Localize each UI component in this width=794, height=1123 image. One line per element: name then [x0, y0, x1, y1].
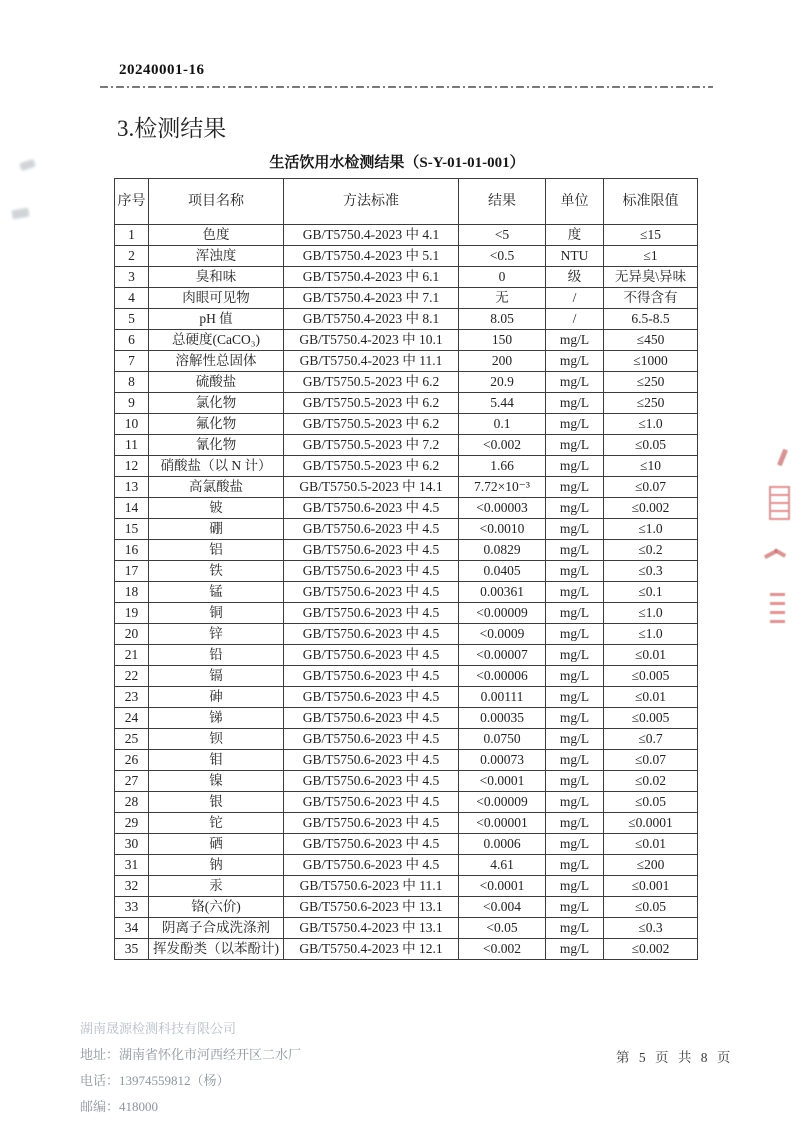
table-cell: mg/L	[546, 708, 604, 729]
table-cell: 14	[115, 498, 149, 519]
table-title: 生活饮用水检测结果（S-Y-01-01-001）	[269, 155, 525, 171]
table-cell: ≤250	[604, 393, 698, 414]
table-cell: 铁	[149, 561, 284, 582]
table-cell: <0.00001	[459, 813, 546, 834]
table-cell: 24	[115, 708, 149, 729]
table-cell: 34	[115, 918, 149, 939]
table-cell: <0.00009	[459, 792, 546, 813]
column-header: 项目名称	[149, 179, 284, 225]
red-stamp-fragment	[774, 548, 786, 557]
table-cell: 7	[115, 351, 149, 372]
table-cell: mg/L	[546, 603, 604, 624]
table-row	[115, 750, 698, 771]
table-cell: 无异臭\异味	[604, 267, 698, 288]
table-cell: mg/L	[546, 645, 604, 666]
table-cell: mg/L	[546, 750, 604, 771]
table-row	[115, 225, 698, 246]
table-cell: 20.9	[459, 372, 546, 393]
table-cell: 硒	[149, 834, 284, 855]
table-cell: 22	[115, 666, 149, 687]
table-cell: /	[546, 309, 604, 330]
table-cell: 18	[115, 582, 149, 603]
table-cell: mg/L	[546, 477, 604, 498]
table-cell: GB/T5750.6-2023 中 4.5	[284, 645, 459, 666]
table-cell: 5.44	[459, 393, 546, 414]
table-cell: ≤1.0	[604, 414, 698, 435]
table-row	[115, 792, 698, 813]
table-cell: GB/T5750.6-2023 中 4.5	[284, 561, 459, 582]
table-row	[115, 477, 698, 498]
table-cell: mg/L	[546, 918, 604, 939]
table-cell: 铝	[149, 540, 284, 561]
table-cell: ≤0.3	[604, 918, 698, 939]
red-stamp-fragment	[777, 449, 788, 467]
table-cell: 29	[115, 813, 149, 834]
table-cell: mg/L	[546, 624, 604, 645]
report-number: 20240001-16	[119, 62, 205, 78]
table-cell: ≤0.07	[604, 477, 698, 498]
table-row	[115, 267, 698, 288]
table-row	[115, 435, 698, 456]
table-cell: mg/L	[546, 939, 604, 960]
scan-smudge	[11, 208, 29, 220]
table-cell: ≤200	[604, 855, 698, 876]
table-row	[115, 645, 698, 666]
footer-contact-block	[80, 1016, 301, 1120]
table-cell: mg/L	[546, 330, 604, 351]
table-cell: 8	[115, 372, 149, 393]
table-cell: 锰	[149, 582, 284, 603]
table-cell: mg/L	[546, 813, 604, 834]
table-cell: mg/L	[546, 771, 604, 792]
table-row	[115, 939, 698, 960]
table-cell: ≤0.05	[604, 897, 698, 918]
table-cell: 4.61	[459, 855, 546, 876]
table-cell: mg/L	[546, 792, 604, 813]
table-cell: 3	[115, 267, 149, 288]
table-row	[115, 918, 698, 939]
table-cell: GB/T5750.4-2023 中 10.1	[284, 330, 459, 351]
table-cell: 7.72×10⁻³	[459, 477, 546, 498]
footer-postcode: 邮编：418000	[80, 1099, 159, 1114]
table-cell: ≤0.1	[604, 582, 698, 603]
table-cell: 银	[149, 792, 284, 813]
table-cell: 6.5-8.5	[604, 309, 698, 330]
table-cell: mg/L	[546, 519, 604, 540]
table-cell: mg/L	[546, 435, 604, 456]
table-cell: GB/T5750.6-2023 中 4.5	[284, 540, 459, 561]
table-cell: <0.00009	[459, 603, 546, 624]
results-table-body	[115, 225, 698, 960]
table-cell: 4	[115, 288, 149, 309]
table-cell: GB/T5750.6-2023 中 11.1	[284, 876, 459, 897]
table-cell: 阴离子合成洗涤剂	[149, 918, 284, 939]
table-cell: GB/T5750.6-2023 中 4.5	[284, 834, 459, 855]
table-cell: ≤1.0	[604, 603, 698, 624]
table-row	[115, 561, 698, 582]
table-cell: 高氯酸盐	[149, 477, 284, 498]
table-cell: mg/L	[546, 351, 604, 372]
table-row	[115, 876, 698, 897]
table-cell: 肉眼可见物	[149, 288, 284, 309]
column-header: 方法标准	[284, 179, 459, 225]
table-cell: 16	[115, 540, 149, 561]
red-stamp-fragment	[770, 593, 785, 629]
table-cell: 15	[115, 519, 149, 540]
footer-address: 地址：湖南省怀化市河西经开区二水厂	[80, 1047, 302, 1062]
table-cell: ≤10	[604, 456, 698, 477]
table-cell: 30	[115, 834, 149, 855]
table-row	[115, 603, 698, 624]
results-table	[114, 178, 698, 960]
table-row	[115, 540, 698, 561]
column-header: 单位	[546, 179, 604, 225]
table-cell: mg/L	[546, 876, 604, 897]
footer-phone: 电话：13974559812（杨）	[80, 1073, 230, 1088]
table-row	[115, 897, 698, 918]
table-cell: 11	[115, 435, 149, 456]
table-cell: GB/T5750.5-2023 中 6.2	[284, 456, 459, 477]
table-cell: 5	[115, 309, 149, 330]
table-cell: ≤1000	[604, 351, 698, 372]
table-cell: 0.0006	[459, 834, 546, 855]
table-header-row	[115, 179, 698, 225]
section-title: 3.检测结果	[117, 116, 227, 141]
table-cell: GB/T5750.6-2023 中 4.5	[284, 603, 459, 624]
table-cell: 0.0750	[459, 729, 546, 750]
table-cell: <0.05	[459, 918, 546, 939]
table-cell: 17	[115, 561, 149, 582]
table-cell: 19	[115, 603, 149, 624]
table-cell: 2	[115, 246, 149, 267]
table-cell: GB/T5750.6-2023 中 4.5	[284, 666, 459, 687]
table-cell: 汞	[149, 876, 284, 897]
table-cell: ≤0.01	[604, 645, 698, 666]
table-cell: GB/T5750.4-2023 中 8.1	[284, 309, 459, 330]
table-cell: 28	[115, 792, 149, 813]
table-cell: <0.0001	[459, 876, 546, 897]
table-row	[115, 456, 698, 477]
table-cell: 铜	[149, 603, 284, 624]
table-cell: 20	[115, 624, 149, 645]
table-cell: ≤0.01	[604, 834, 698, 855]
table-cell: ≤0.05	[604, 792, 698, 813]
page-number: 第 5 页 共 8 页	[616, 1050, 734, 1065]
table-cell: <0.0010	[459, 519, 546, 540]
column-header: 标准限值	[604, 179, 698, 225]
table-row	[115, 687, 698, 708]
table-cell: mg/L	[546, 855, 604, 876]
table-cell: GB/T5750.6-2023 中 4.5	[284, 750, 459, 771]
table-cell: ≤1	[604, 246, 698, 267]
table-cell: 色度	[149, 225, 284, 246]
table-cell: 钼	[149, 750, 284, 771]
table-row	[115, 309, 698, 330]
table-cell: 35	[115, 939, 149, 960]
table-cell: mg/L	[546, 372, 604, 393]
table-cell: GB/T5750.5-2023 中 6.2	[284, 393, 459, 414]
table-cell: mg/L	[546, 687, 604, 708]
table-cell: GB/T5750.4-2023 中 13.1	[284, 918, 459, 939]
table-cell: ≤0.05	[604, 435, 698, 456]
table-cell: ≤0.0001	[604, 813, 698, 834]
table-cell: <0.00003	[459, 498, 546, 519]
table-cell: GB/T5750.6-2023 中 4.5	[284, 687, 459, 708]
table-cell: 铅	[149, 645, 284, 666]
table-cell: 度	[546, 225, 604, 246]
table-cell: 硼	[149, 519, 284, 540]
column-header: 序号	[115, 179, 149, 225]
table-cell: ≤250	[604, 372, 698, 393]
table-cell: ≤1.0	[604, 519, 698, 540]
table-cell: mg/L	[546, 456, 604, 477]
table-cell: <0.5	[459, 246, 546, 267]
table-cell: 总硬度(CaCO₃)	[149, 330, 284, 351]
table-cell: 32	[115, 876, 149, 897]
table-cell: mg/L	[546, 666, 604, 687]
table-cell: 钡	[149, 729, 284, 750]
table-cell: GB/T5750.6-2023 中 4.5	[284, 624, 459, 645]
table-cell: GB/T5750.6-2023 中 4.5	[284, 792, 459, 813]
table-cell: ≤0.07	[604, 750, 698, 771]
table-cell: <0.002	[459, 435, 546, 456]
table-cell: 镉	[149, 666, 284, 687]
header-divider	[100, 86, 713, 88]
table-row	[115, 729, 698, 750]
table-row	[115, 498, 698, 519]
table-cell: 6	[115, 330, 149, 351]
table-cell: GB/T5750.6-2023 中 4.5	[284, 771, 459, 792]
table-cell: 1.66	[459, 456, 546, 477]
table-cell: ≤0.3	[604, 561, 698, 582]
table-cell: 铬(六价)	[149, 897, 284, 918]
table-row	[115, 393, 698, 414]
table-cell: 氟化物	[149, 414, 284, 435]
table-cell: ≤0.2	[604, 540, 698, 561]
table-cell: 砷	[149, 687, 284, 708]
table-cell: ≤0.001	[604, 876, 698, 897]
table-cell: GB/T5750.5-2023 中 14.1	[284, 477, 459, 498]
table-cell: 无	[459, 288, 546, 309]
table-cell: 氯化物	[149, 393, 284, 414]
table-row	[115, 813, 698, 834]
table-cell: mg/L	[546, 729, 604, 750]
table-cell: 31	[115, 855, 149, 876]
table-cell: 21	[115, 645, 149, 666]
table-cell: GB/T5750.6-2023 中 13.1	[284, 897, 459, 918]
table-row	[115, 519, 698, 540]
table-cell: mg/L	[546, 561, 604, 582]
table-cell: 不得含有	[604, 288, 698, 309]
table-cell: <0.004	[459, 897, 546, 918]
table-row	[115, 771, 698, 792]
table-cell: <0.00007	[459, 645, 546, 666]
table-cell: 150	[459, 330, 546, 351]
table-cell: mg/L	[546, 897, 604, 918]
table-cell: NTU	[546, 246, 604, 267]
table-cell: 锑	[149, 708, 284, 729]
table-row	[115, 834, 698, 855]
table-row	[115, 330, 698, 351]
table-cell: GB/T5750.6-2023 中 4.5	[284, 498, 459, 519]
table-cell: 锌	[149, 624, 284, 645]
table-cell: ≤0.002	[604, 498, 698, 519]
table-cell: mg/L	[546, 414, 604, 435]
table-cell: 0.0829	[459, 540, 546, 561]
table-cell: 硫酸盐	[149, 372, 284, 393]
table-cell: mg/L	[546, 393, 604, 414]
table-cell: 铊	[149, 813, 284, 834]
table-cell: ≤0.7	[604, 729, 698, 750]
table-cell: 13	[115, 477, 149, 498]
table-cell: <0.0001	[459, 771, 546, 792]
table-cell: 0.0405	[459, 561, 546, 582]
table-cell: ≤0.005	[604, 708, 698, 729]
table-cell: mg/L	[546, 582, 604, 603]
table-row	[115, 414, 698, 435]
table-cell: GB/T5750.6-2023 中 4.5	[284, 582, 459, 603]
table-cell: 9	[115, 393, 149, 414]
table-cell: <0.00006	[459, 666, 546, 687]
table-cell: GB/T5750.6-2023 中 4.5	[284, 519, 459, 540]
table-cell: 26	[115, 750, 149, 771]
table-cell: 8.05	[459, 309, 546, 330]
table-cell: <0.002	[459, 939, 546, 960]
table-cell: /	[546, 288, 604, 309]
table-row	[115, 246, 698, 267]
table-cell: <5	[459, 225, 546, 246]
table-cell: ≤0.005	[604, 666, 698, 687]
table-cell: 23	[115, 687, 149, 708]
table-cell: 27	[115, 771, 149, 792]
table-cell: 0.00361	[459, 582, 546, 603]
table-cell: 硝酸盐（以 N 计）	[149, 456, 284, 477]
red-stamp-fragment	[769, 486, 790, 520]
table-row	[115, 855, 698, 876]
table-cell: 0	[459, 267, 546, 288]
table-cell: GB/T5750.4-2023 中 4.1	[284, 225, 459, 246]
table-row	[115, 624, 698, 645]
table-cell: 12	[115, 456, 149, 477]
table-cell: ≤450	[604, 330, 698, 351]
table-cell: mg/L	[546, 540, 604, 561]
table-cell: 0.1	[459, 414, 546, 435]
table-cell: 铍	[149, 498, 284, 519]
table-cell: mg/L	[546, 834, 604, 855]
table-cell: 氰化物	[149, 435, 284, 456]
table-cell: GB/T5750.6-2023 中 4.5	[284, 855, 459, 876]
table-cell: GB/T5750.4-2023 中 7.1	[284, 288, 459, 309]
table-cell: mg/L	[546, 498, 604, 519]
table-cell: ≤15	[604, 225, 698, 246]
table-cell: GB/T5750.4-2023 中 11.1	[284, 351, 459, 372]
table-cell: 0.00111	[459, 687, 546, 708]
table-row	[115, 372, 698, 393]
table-cell: pH 值	[149, 309, 284, 330]
table-cell: 臭和味	[149, 267, 284, 288]
table-cell: 级	[546, 267, 604, 288]
table-row	[115, 351, 698, 372]
table-cell: GB/T5750.6-2023 中 4.5	[284, 708, 459, 729]
table-cell: <0.0009	[459, 624, 546, 645]
table-cell: 溶解性总固体	[149, 351, 284, 372]
table-cell: 200	[459, 351, 546, 372]
table-cell: 25	[115, 729, 149, 750]
table-cell: GB/T5750.4-2023 中 12.1	[284, 939, 459, 960]
table-row	[115, 582, 698, 603]
table-cell: 10	[115, 414, 149, 435]
table-row	[115, 708, 698, 729]
table-cell: 1	[115, 225, 149, 246]
footer-company: 湖南晟源检测科技有限公司	[80, 1021, 237, 1036]
table-cell: GB/T5750.4-2023 中 5.1	[284, 246, 459, 267]
table-cell: GB/T5750.6-2023 中 4.5	[284, 813, 459, 834]
table-cell: 0.00073	[459, 750, 546, 771]
table-cell: 钠	[149, 855, 284, 876]
table-cell: ≤1.0	[604, 624, 698, 645]
table-cell: 挥发酚类（以苯酚计)	[149, 939, 284, 960]
column-header: 结果	[459, 179, 546, 225]
table-cell: GB/T5750.4-2023 中 6.1	[284, 267, 459, 288]
table-cell: GB/T5750.5-2023 中 6.2	[284, 372, 459, 393]
table-row	[115, 666, 698, 687]
table-cell: 浑浊度	[149, 246, 284, 267]
table-row	[115, 288, 698, 309]
table-cell: ≤0.02	[604, 771, 698, 792]
table-cell: 33	[115, 897, 149, 918]
table-cell: 0.00035	[459, 708, 546, 729]
table-cell: GB/T5750.5-2023 中 7.2	[284, 435, 459, 456]
table-cell: GB/T5750.5-2023 中 6.2	[284, 414, 459, 435]
table-cell: 镍	[149, 771, 284, 792]
table-cell: ≤0.002	[604, 939, 698, 960]
table-cell: ≤0.01	[604, 687, 698, 708]
table-cell: GB/T5750.6-2023 中 4.5	[284, 729, 459, 750]
